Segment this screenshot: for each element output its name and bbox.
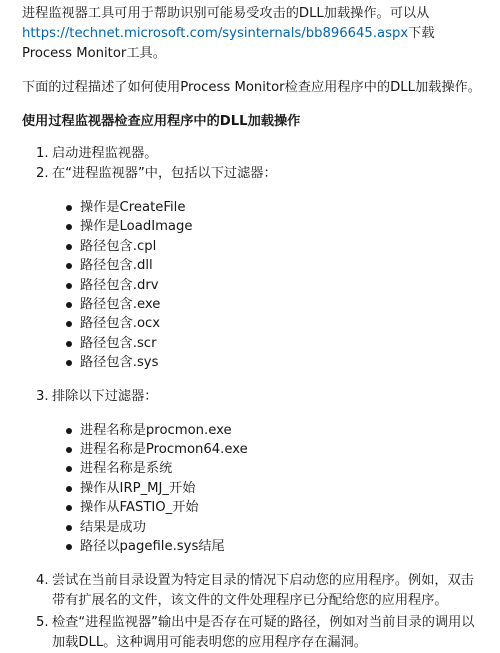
list-item: 路径包含.exe: [22, 295, 482, 314]
list-item: 路径包含.sys: [22, 353, 482, 372]
steps-list-continued: [22, 387, 482, 407]
list-item: 操作是CreateFile: [22, 198, 482, 217]
include-filters-list: [22, 198, 482, 373]
intro-text-after: 下载Process Monitor工具。: [22, 26, 435, 61]
process-monitor-download-link[interactable]: https://technet.microsoft.com/sysinternals/bb896645.aspx: [22, 26, 409, 41]
step-number: 2.: [36, 166, 49, 181]
procedure-description: 下面的过程描述了如何使用Process Monitor检查应用程序中的DLL加载操作。: [22, 80, 481, 95]
list-item: 路径以pagefile.sys结尾: [22, 537, 482, 556]
step-text: 启动进程监视器。: [52, 146, 158, 161]
step-number: 1.: [36, 146, 49, 161]
step-text: 排除以下过滤器：: [52, 388, 158, 404]
list-item: 操作从FASTIO_开始: [22, 498, 482, 517]
step-number: 4.: [36, 572, 49, 588]
step-1: [22, 144, 482, 164]
step-text: 在“进程监视器”中，包括以下过滤器：: [52, 166, 277, 181]
intro-text-before: 进程监视器工具可用于帮助识别可能易受攻击的DLL加载操作。可以从: [22, 6, 430, 21]
steps-list-final: [22, 571, 482, 653]
list-item: 路径包含.ocx: [22, 314, 482, 333]
intro-paragraph: [22, 0, 482, 64]
list-item: 路径包含.cpl: [22, 237, 482, 256]
list-item: 结果是成功: [22, 518, 482, 537]
list-item: 操作是LoadImage: [22, 217, 482, 236]
list-item: 操作从IRP_MJ_开始: [22, 479, 482, 498]
list-item: 路径包含.drv: [22, 276, 482, 295]
step-text: 检查“进程监视器”输出中是否存在可疑的路径，例如对当前目录的调用以加载DLL。这种调用可能表明您的应用程序存在漏洞。: [52, 614, 475, 650]
step-number: 3.: [36, 388, 49, 404]
step-3: [22, 387, 482, 407]
list-item: 路径包含.scr: [22, 334, 482, 353]
list-item: 进程名称是系统: [22, 459, 482, 478]
list-item: 进程名称是procmon.exe: [22, 421, 482, 440]
step-5: [22, 613, 482, 653]
exclude-filters-list: [22, 421, 482, 557]
step-text: 尝试在当前目录设置为特定目录的情况下启动您的应用程序。例如，双击带有扩展名的文件，该文件的文件处理程序已分配给您的应用程序。: [52, 572, 474, 608]
step-4: [22, 571, 482, 611]
list-item: 进程名称是Procmon64.exe: [22, 440, 482, 459]
list-item: 路径包含.dll: [22, 256, 482, 275]
procedure-heading: 使用过程监视器检查应用程序中的DLL加载操作: [22, 114, 301, 129]
step-2: [22, 164, 482, 184]
steps-list: [22, 144, 482, 184]
step-number: 5.: [36, 614, 49, 630]
